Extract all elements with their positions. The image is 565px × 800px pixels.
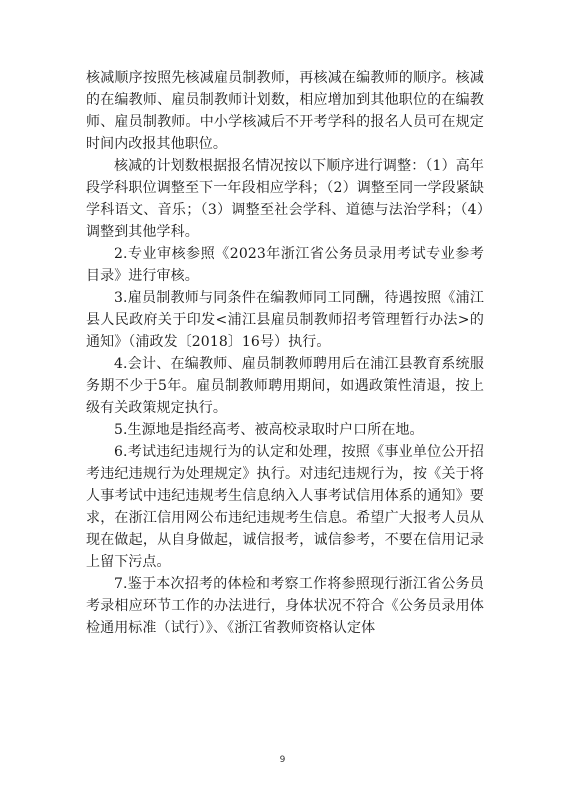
paragraph-item-3-equal-pay: 3.雇员制教师与同条件在编教师同工同酬，待遇按照《浦江县人民政府关于印发<浦江县雇员制教师招考管理暂行办法>的通知》（浦政发〔2018〕16号）执行。 xyxy=(86,290,484,350)
paragraph-item-5-student-origin: 5.生源地是指经高考、被高校录取时户口所在地。 xyxy=(114,422,424,438)
paragraph-item-7-physical-exam: 7.鉴于本次招考的体检和考察工作将参照现行浙江省公务员考录相应环节工作的办法进行，身体状况不符合《公务员录用体检通用标准（试行）》、《浙江省教师资格认定体 xyxy=(86,576,484,636)
document-body xyxy=(86,67,484,639)
paragraph-item-6-violations: 6.考试违纪违规行为的认定和处理，按照《事业单位公开招考违纪违规行为处理规定》执行。对违纪违规行为，按《关于将人事考试中违纪违规考生信息纳入人事考试信用体系的通知》要求，在浙江信用网公布违纪违规考生信息。希望广大报考人员从现在做起，从自身做起，诚信报考，诚信参考，不要在信用记录上留下污点。 xyxy=(86,444,484,570)
page-number: 9 xyxy=(279,755,286,765)
paragraph-reduction-order: 核减顺序按照先核减雇员制教师，再核减在编教师的顺序。核减的在编教师、雇员制教师计划数，相应增加到其他职位的在编教师、雇员制教师。中小学核减后不开考学科的报名人员可在规定时间内改报其他职位。 xyxy=(86,70,484,152)
paragraph-item-4-service-period: 4.会计、在编教师、雇员制教师聘用后在浦江县教育系统服务期不少于5年。雇员制教师聘用期间，如遇政策性清退，按上级有关政策规定执行。 xyxy=(86,356,484,416)
paragraph-plan-adjustment: 核减的计划数根据报名情况按以下顺序进行调整：（1）高年段学科职位调整至下一年段相应学科；（2）调整至同一学段紧缺学科语文、音乐；（3）调整至社会学科、道德与法治学科；（4）调整到其他学科。 xyxy=(86,158,484,240)
paragraph-item-2-major-review: 2.专业审核参照《2023年浙江省公务员录用考试专业参考目录》进行审核。 xyxy=(86,246,484,284)
